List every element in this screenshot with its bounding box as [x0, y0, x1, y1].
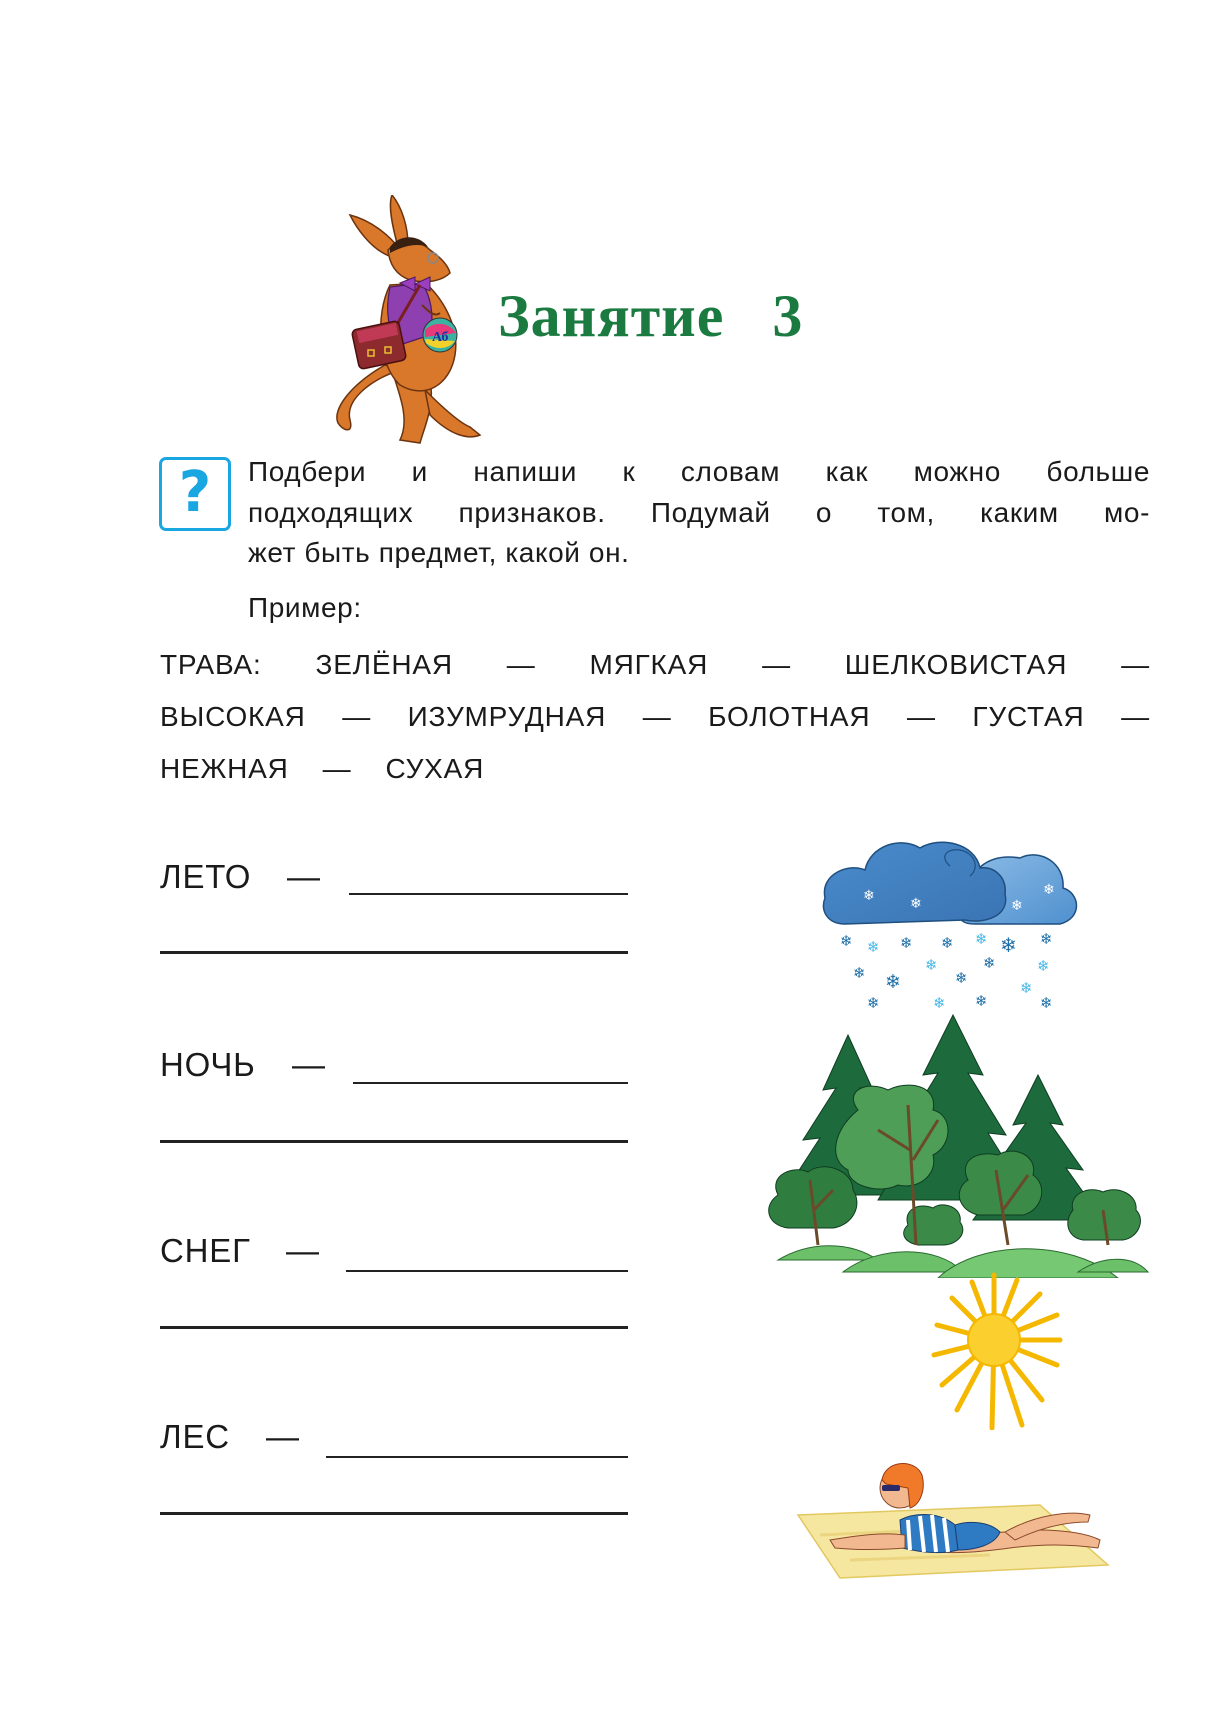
example-dash: — [342, 701, 372, 732]
answer-line-1[interactable] [353, 1082, 628, 1084]
example-row [160, 691, 1150, 743]
example-word: ЗЕЛЁНАЯ [315, 649, 453, 680]
example-dash: — [1121, 649, 1150, 680]
answer-line-1[interactable] [326, 1456, 628, 1458]
lesson-title: Занятие 3 [498, 283, 804, 349]
example-word: ИЗУМРУДНАЯ [407, 701, 607, 732]
svg-text:❄: ❄ [910, 896, 922, 912]
entry-snow [160, 1233, 630, 1343]
forest-illustration [748, 1010, 1153, 1278]
svg-text:❄: ❄ [1043, 882, 1055, 898]
entry-forest [160, 1419, 630, 1529]
entry-summer [160, 859, 630, 969]
svg-text:❄: ❄ [933, 994, 946, 1008]
entry-dash: — [292, 1046, 325, 1083]
answer-line-2[interactable] [160, 1326, 628, 1329]
example-word: НЕЖНАЯ [160, 753, 289, 784]
task-instruction [248, 452, 1150, 574]
question-mark-glyph: ? [178, 460, 212, 525]
svg-text:❄: ❄ [1037, 957, 1050, 975]
svg-text:❄: ❄ [1011, 898, 1023, 914]
entry-dash: — [287, 858, 320, 895]
svg-text:❄: ❄ [853, 964, 866, 982]
example-label: Пример: [248, 592, 362, 623]
question-icon [159, 457, 231, 531]
example-word: ВЫСОКАЯ [160, 701, 306, 732]
example-word: ГУСТАЯ [972, 701, 1085, 732]
sun-illustration [912, 1270, 1077, 1430]
svg-text:❄: ❄ [925, 956, 938, 974]
instruction-line: подходящих признаков. Подумай о том, каким мо- [248, 496, 1150, 528]
entry-night [160, 1047, 630, 1157]
svg-text:❄: ❄ [867, 938, 880, 956]
svg-text:❄: ❄ [1000, 933, 1017, 957]
answer-line-2[interactable] [160, 1140, 628, 1143]
example-word: БОЛОТНАЯ [708, 701, 871, 732]
svg-text:Аб: Аб [432, 330, 449, 345]
example-word: ТРАВА: [160, 649, 262, 680]
entry-word: НОЧЬ [160, 1046, 256, 1083]
example-word: МЯГКАЯ [589, 649, 709, 680]
svg-text:❄: ❄ [975, 930, 988, 948]
example-row [160, 743, 1150, 795]
svg-text:❄: ❄ [900, 934, 913, 952]
example-dash: — [322, 753, 352, 784]
girl-sunbathing-illustration [790, 1440, 1120, 1580]
entry-dash: — [266, 1418, 299, 1455]
instruction-line: Подбери и напиши к словам как можно больше [248, 456, 1150, 487]
example-word: СУХАЯ [385, 753, 485, 784]
svg-text:❄: ❄ [941, 934, 954, 952]
entry-word: ЛЕТО [160, 858, 252, 895]
example-dash: — [506, 649, 536, 680]
snow-cloud-illustration [815, 828, 1080, 1008]
svg-text:❄: ❄ [1020, 979, 1033, 997]
svg-text:❄: ❄ [863, 888, 875, 904]
svg-text:❄: ❄ [975, 992, 988, 1008]
example-dash: — [762, 649, 791, 680]
example-row [160, 639, 1150, 691]
svg-text:❄: ❄ [867, 994, 880, 1008]
answer-line-2[interactable] [160, 951, 628, 954]
svg-text:❄: ❄ [840, 932, 853, 950]
svg-text:❄: ❄ [955, 969, 968, 987]
example-dash: — [1121, 701, 1150, 732]
example-word: ШЕЛКОВИСТАЯ [844, 649, 1068, 680]
answer-line-2[interactable] [160, 1512, 628, 1515]
answer-line-1[interactable] [346, 1270, 628, 1272]
instruction-line: жет быть предмет, какой он. [248, 537, 630, 568]
svg-text:❄: ❄ [1040, 994, 1053, 1008]
entry-word: СНЕГ [160, 1232, 251, 1269]
svg-text:❄: ❄ [1040, 930, 1053, 948]
kangaroo-mascot-illustration [330, 195, 495, 450]
answer-line-1[interactable] [349, 893, 628, 895]
svg-text:❄: ❄ [983, 954, 996, 972]
example-dash: — [642, 701, 672, 732]
example-block [160, 639, 1150, 795]
example-dash: — [907, 701, 936, 732]
svg-text:❄: ❄ [885, 971, 901, 993]
entry-dash: — [286, 1232, 319, 1269]
entry-word: ЛЕС [160, 1418, 230, 1455]
